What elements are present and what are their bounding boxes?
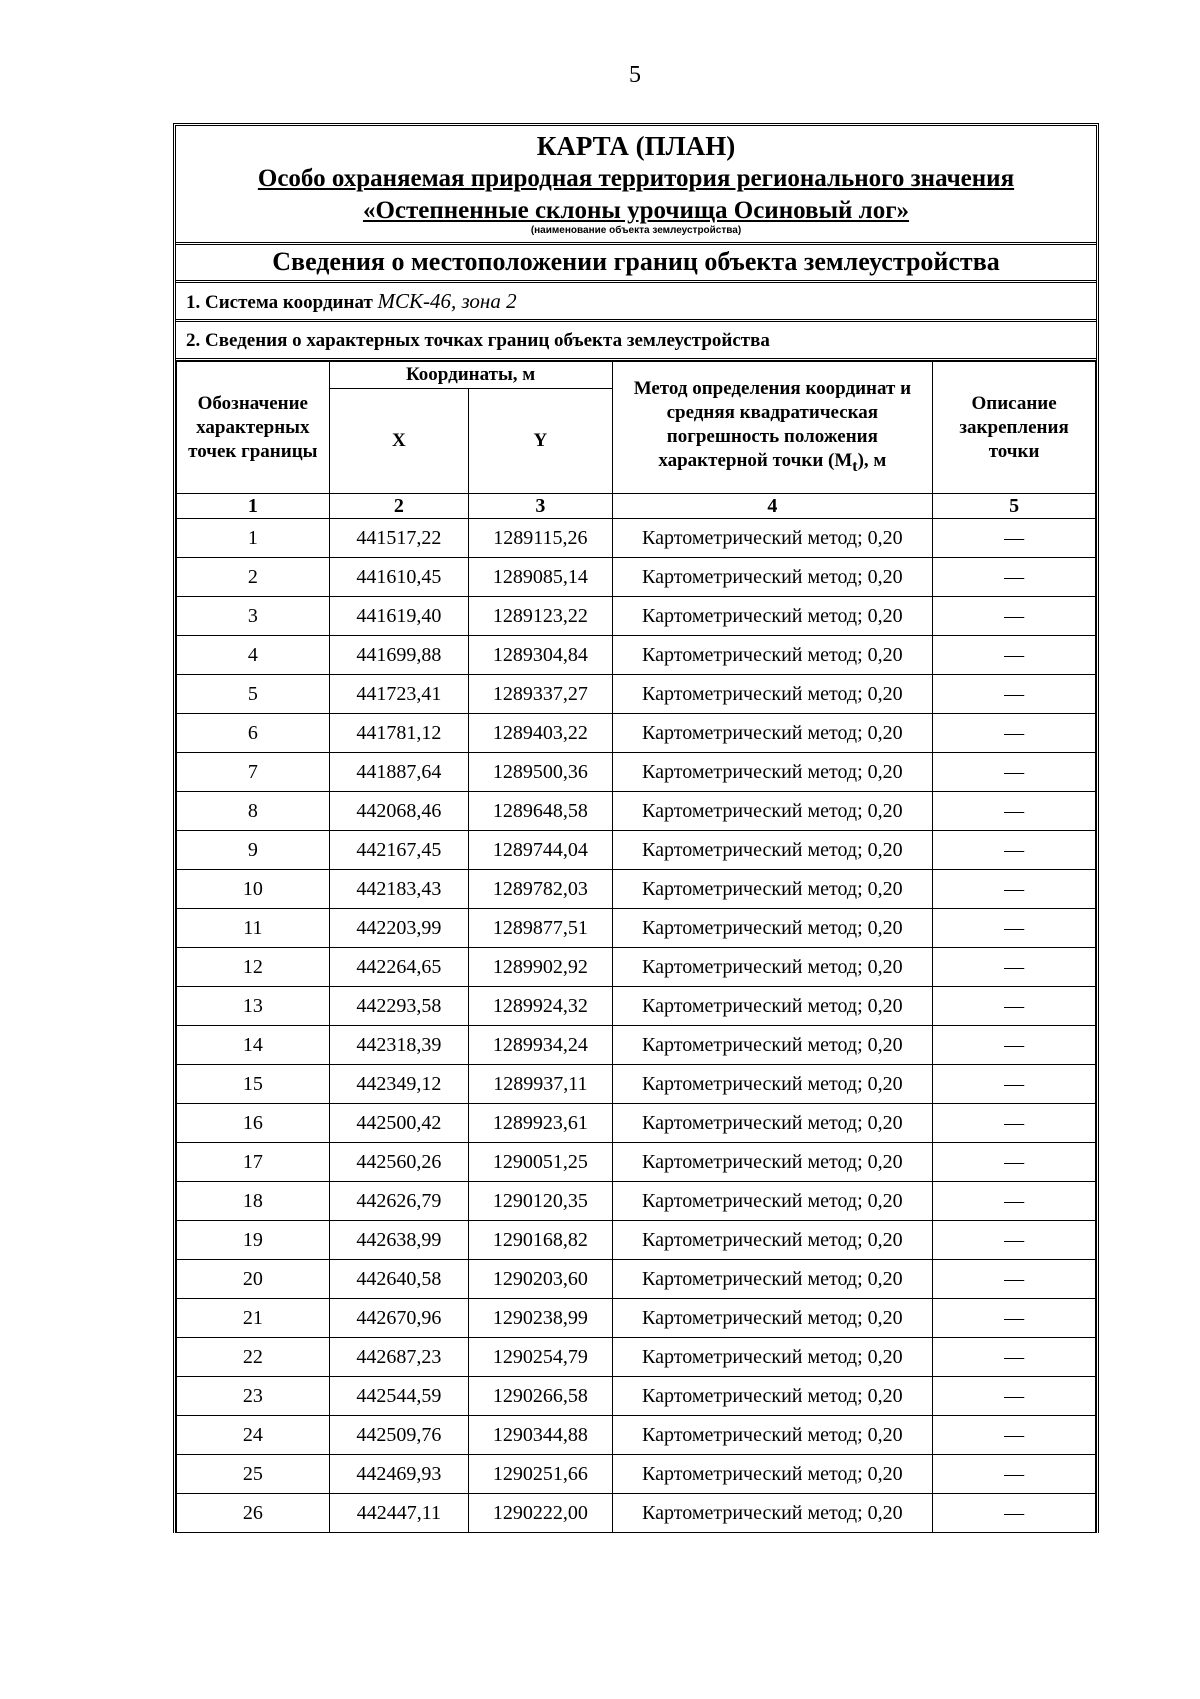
coord-y: 1289877,51 [469, 909, 612, 948]
table-row [177, 1455, 1096, 1494]
method-cell: Картометрический метод; 0,20 [612, 1065, 933, 1104]
coord-x: 442068,46 [329, 792, 468, 831]
coord-y: 1290238,99 [469, 1299, 612, 1338]
coord-x: 442638,99 [329, 1221, 468, 1260]
coord-x: 441723,41 [329, 675, 468, 714]
description-cell: — [933, 909, 1096, 948]
table-row [177, 1494, 1096, 1533]
point-number: 25 [177, 1455, 330, 1494]
table-row [177, 792, 1096, 831]
coord-x: 442203,99 [329, 909, 468, 948]
table-row [177, 714, 1096, 753]
points-table-body [177, 519, 1096, 1533]
coord-y: 1289123,22 [469, 597, 612, 636]
point-number: 18 [177, 1182, 330, 1221]
header-description: Описание закрепления точки [933, 362, 1096, 494]
coord-x: 442349,12 [329, 1065, 468, 1104]
method-cell: Картометрический метод; 0,20 [612, 597, 933, 636]
coord-y: 1289500,36 [469, 753, 612, 792]
coord-x: 442183,43 [329, 870, 468, 909]
coord-system-value: МСК-46, зона 2 [377, 289, 517, 313]
coord-y: 1289924,32 [469, 987, 612, 1026]
table-row [177, 1065, 1096, 1104]
table-row [177, 1338, 1096, 1377]
header-y: Y [469, 389, 612, 494]
coord-x: 442670,96 [329, 1299, 468, 1338]
method-cell: Картометрический метод; 0,20 [612, 1416, 933, 1455]
method-cell: Картометрический метод; 0,20 [612, 753, 933, 792]
coord-x: 442318,39 [329, 1026, 468, 1065]
coord-x: 442544,59 [329, 1377, 468, 1416]
description-cell: — [933, 753, 1096, 792]
header-method-suffix: ), м [857, 449, 887, 471]
description-cell: — [933, 1143, 1096, 1182]
method-cell: Картометрический метод; 0,20 [612, 1338, 933, 1377]
description-cell: — [933, 831, 1096, 870]
method-cell: Картометрический метод; 0,20 [612, 948, 933, 987]
coord-x: 442447,11 [329, 1494, 468, 1533]
description-cell: — [933, 1065, 1096, 1104]
header-point-designation: Обозначение характерных точек границы [177, 362, 330, 494]
coord-x: 442500,42 [329, 1104, 468, 1143]
table-row [177, 870, 1096, 909]
description-cell: — [933, 987, 1096, 1026]
table-row [177, 1299, 1096, 1338]
table-row [177, 909, 1096, 948]
description-cell: — [933, 1299, 1096, 1338]
point-number: 22 [177, 1338, 330, 1377]
point-number: 7 [177, 753, 330, 792]
table-row [177, 1221, 1096, 1260]
description-cell: — [933, 870, 1096, 909]
table-row [177, 1026, 1096, 1065]
coord-y: 1290120,35 [469, 1182, 612, 1221]
document-title: КАРТА (ПЛАН) [536, 131, 736, 161]
coord-y: 1289304,84 [469, 636, 612, 675]
table-row [177, 753, 1096, 792]
point-number: 3 [177, 597, 330, 636]
method-cell: Картометрический метод; 0,20 [612, 675, 933, 714]
point-number: 15 [177, 1065, 330, 1104]
coord-y: 1289744,04 [469, 831, 612, 870]
description-cell: — [933, 948, 1096, 987]
method-cell: Картометрический метод; 0,20 [612, 1143, 933, 1182]
coord-x: 442469,93 [329, 1455, 468, 1494]
table-row [177, 1416, 1096, 1455]
table-row [177, 1260, 1096, 1299]
point-number: 17 [177, 1143, 330, 1182]
col-number: 1 [177, 494, 330, 519]
point-number: 6 [177, 714, 330, 753]
coord-y: 1290254,79 [469, 1338, 612, 1377]
header-method-prefix: Метод определения координат и средняя квадратическая погрешность положения характерной точки (M [633, 377, 912, 471]
description-cell: — [933, 1455, 1096, 1494]
coord-x: 442509,76 [329, 1416, 468, 1455]
point-number: 8 [177, 792, 330, 831]
table-row [177, 1143, 1096, 1182]
coord-y: 1289085,14 [469, 558, 612, 597]
coord-x: 442687,23 [329, 1338, 468, 1377]
point-number: 12 [177, 948, 330, 987]
page-number: 5 [629, 62, 641, 88]
coord-x: 442264,65 [329, 948, 468, 987]
col-number: 4 [612, 494, 933, 519]
coord-y: 1289648,58 [469, 792, 612, 831]
table-row [177, 1104, 1096, 1143]
point-number: 23 [177, 1377, 330, 1416]
table-row [177, 987, 1096, 1026]
col-number: 5 [933, 494, 1096, 519]
coord-y: 1290203,60 [469, 1260, 612, 1299]
method-cell: Картометрический метод; 0,20 [612, 1455, 933, 1494]
point-number: 20 [177, 1260, 330, 1299]
coord-x: 442640,58 [329, 1260, 468, 1299]
point-number: 24 [177, 1416, 330, 1455]
coord-y: 1289923,61 [469, 1104, 612, 1143]
method-cell: Картометрический метод; 0,20 [612, 1221, 933, 1260]
title-block [176, 126, 1096, 245]
coord-x: 442293,58 [329, 987, 468, 1026]
table-row [177, 1182, 1096, 1221]
point-number: 2 [177, 558, 330, 597]
description-cell: — [933, 1260, 1096, 1299]
boundary-document [173, 123, 1099, 1533]
coord-x: 441887,64 [329, 753, 468, 792]
coord-system-label: 1. Система координат [186, 292, 373, 313]
title-caption: (наименование объекта землеустройства) [530, 225, 742, 236]
method-cell: Картометрический метод; 0,20 [612, 1104, 933, 1143]
method-cell: Картометрический метод; 0,20 [612, 870, 933, 909]
method-cell: Картометрический метод; 0,20 [612, 909, 933, 948]
col-number: 2 [329, 494, 468, 519]
header-x: X [329, 389, 468, 494]
table-row [177, 675, 1096, 714]
description-cell: — [933, 675, 1096, 714]
table-row [177, 597, 1096, 636]
point-number: 11 [177, 909, 330, 948]
description-cell: — [933, 636, 1096, 675]
description-cell: — [933, 519, 1096, 558]
method-cell: Картометрический метод; 0,20 [612, 1260, 933, 1299]
territory-type: Особо охраняемая природная территория регионального значения [257, 165, 1015, 192]
coord-y: 1289934,24 [469, 1026, 612, 1065]
point-number: 14 [177, 1026, 330, 1065]
coord-y: 1289337,27 [469, 675, 612, 714]
section-heading: Сведения о местоположении границ объекта землеустройства [176, 245, 1096, 283]
points-table [176, 361, 1096, 1533]
coord-x: 442626,79 [329, 1182, 468, 1221]
description-cell: — [933, 1182, 1096, 1221]
method-cell: Картометрический метод; 0,20 [612, 519, 933, 558]
coord-y: 1290266,58 [469, 1377, 612, 1416]
coord-y: 1289937,11 [469, 1065, 612, 1104]
point-number: 19 [177, 1221, 330, 1260]
coord-x: 442560,26 [329, 1143, 468, 1182]
method-cell: Картометрический метод; 0,20 [612, 1377, 933, 1416]
method-cell: Картометрический метод; 0,20 [612, 1494, 933, 1533]
coord-y: 1290222,00 [469, 1494, 612, 1533]
coord-system-line [176, 283, 1096, 322]
table-row [177, 519, 1096, 558]
coord-x: 441517,22 [329, 519, 468, 558]
description-cell: — [933, 1026, 1096, 1065]
coord-x: 442167,45 [329, 831, 468, 870]
description-cell: — [933, 1221, 1096, 1260]
table-row [177, 831, 1096, 870]
method-cell: Картометрический метод; 0,20 [612, 636, 933, 675]
description-cell: — [933, 1416, 1096, 1455]
method-cell: Картометрический метод; 0,20 [612, 714, 933, 753]
point-number: 4 [177, 636, 330, 675]
header-coordinates: Координаты, м [329, 362, 612, 389]
point-number: 13 [177, 987, 330, 1026]
table-row [177, 948, 1096, 987]
coord-x: 441699,88 [329, 636, 468, 675]
point-number: 5 [177, 675, 330, 714]
coord-y: 1289115,26 [469, 519, 612, 558]
points-heading: 2. Сведения о характерных точках границ объекта землеустройства [176, 322, 1096, 361]
description-cell: — [933, 1377, 1096, 1416]
table-row [177, 558, 1096, 597]
point-number: 21 [177, 1299, 330, 1338]
col-number: 3 [469, 494, 612, 519]
point-number: 9 [177, 831, 330, 870]
coord-x: 441781,12 [329, 714, 468, 753]
method-cell: Картометрический метод; 0,20 [612, 987, 933, 1026]
coord-x: 441610,45 [329, 558, 468, 597]
table-row [177, 1377, 1096, 1416]
description-cell: — [933, 1338, 1096, 1377]
description-cell: — [933, 792, 1096, 831]
description-cell: — [933, 597, 1096, 636]
method-cell: Картометрический метод; 0,20 [612, 1182, 933, 1221]
coord-y: 1290344,88 [469, 1416, 612, 1455]
coord-y: 1289403,22 [469, 714, 612, 753]
point-number: 26 [177, 1494, 330, 1533]
description-cell: — [933, 1494, 1096, 1533]
method-cell: Картометрический метод; 0,20 [612, 792, 933, 831]
header-method-sub: t [852, 457, 858, 475]
table-row [177, 636, 1096, 675]
coord-x: 441619,40 [329, 597, 468, 636]
coord-y: 1289902,92 [469, 948, 612, 987]
header-method [612, 362, 933, 494]
coord-y: 1290168,82 [469, 1221, 612, 1260]
point-number: 10 [177, 870, 330, 909]
description-cell: — [933, 714, 1096, 753]
method-cell: Картометрический метод; 0,20 [612, 1299, 933, 1338]
description-cell: — [933, 1104, 1096, 1143]
point-number: 1 [177, 519, 330, 558]
method-cell: Картометрический метод; 0,20 [612, 831, 933, 870]
method-cell: Картометрический метод; 0,20 [612, 558, 933, 597]
description-cell: — [933, 558, 1096, 597]
method-cell: Картометрический метод; 0,20 [612, 1026, 933, 1065]
coord-y: 1290251,66 [469, 1455, 612, 1494]
coord-y: 1289782,03 [469, 870, 612, 909]
territory-name: «Остепненные склоны урочища Осиновый лог» [362, 197, 910, 224]
coord-y: 1290051,25 [469, 1143, 612, 1182]
point-number: 16 [177, 1104, 330, 1143]
